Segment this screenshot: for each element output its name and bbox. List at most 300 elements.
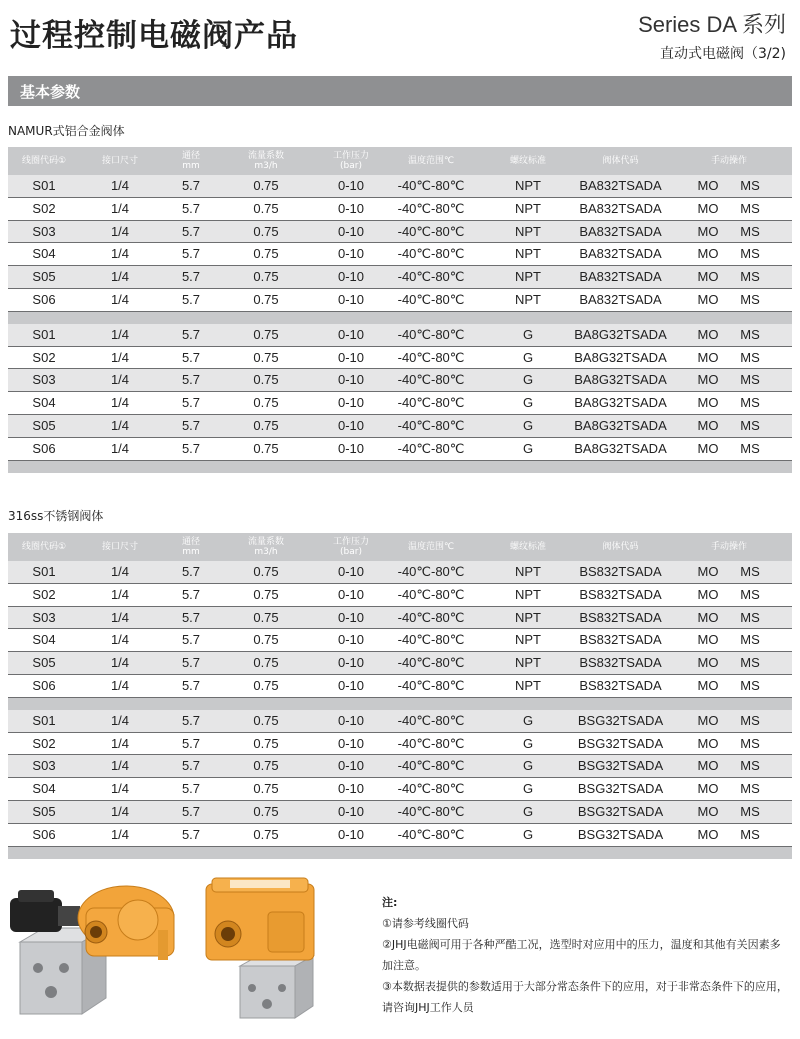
table-row: [8, 584, 792, 607]
header-label: 阀体代码: [602, 542, 639, 552]
cell-orifice: 5.7: [181, 758, 201, 774]
header-label: 流量系数: [247, 537, 284, 547]
cell-manual-op-mo: MO: [697, 758, 719, 774]
cell-temperature: -40℃-80℃: [397, 826, 465, 842]
cell-orifice: 5.7: [181, 712, 201, 728]
table-row: [8, 266, 792, 289]
cell-coil-code: S05: [32, 417, 56, 433]
cell-port-size: 1/4: [110, 781, 130, 797]
cell-port-size: 1/4: [110, 223, 130, 239]
cell-coil-code: S04: [32, 246, 56, 262]
cell-orifice: 5.7: [181, 735, 201, 751]
cell-coil-code: S01: [32, 564, 56, 579]
table-header: [8, 533, 792, 561]
cell-orifice: 5.7: [181, 372, 201, 388]
header-unit: (bar): [340, 161, 362, 171]
cell-temperature: -40℃-80℃: [397, 326, 465, 342]
header-label: 通径: [181, 537, 200, 547]
cell-coil-code: S03: [32, 372, 56, 388]
header-flow-coefficient: [236, 533, 296, 561]
header-label: 流量系数: [247, 151, 284, 161]
cell-coil-code: S04: [32, 632, 56, 648]
header-label: 接口尺寸: [101, 156, 138, 166]
cell-body-code: BSG32TSADA: [577, 803, 664, 819]
cell-temperature: -40℃-80℃: [397, 349, 465, 365]
cell-pressure: 0-10: [337, 758, 365, 774]
cell-manual-op-ms: MS: [740, 781, 760, 797]
cell-flow-coefficient: 0.75: [253, 291, 279, 307]
cell-coil-code: S06: [32, 291, 56, 307]
table-row: [8, 629, 792, 652]
table-title-aluminum: NAMUR式铝合金阀体: [8, 124, 125, 138]
cell-thread-standard: G: [522, 349, 534, 365]
cell-thread-standard: G: [522, 440, 534, 456]
cell-pressure: 0-10: [337, 440, 365, 456]
cell-coil-code: S03: [32, 758, 56, 774]
header-label: 工作压力: [332, 537, 369, 547]
cell-port-size: 1/4: [110, 803, 130, 819]
table-row: [8, 438, 792, 461]
cell-coil-code: S05: [32, 655, 56, 671]
cell-temperature: -40℃-80℃: [397, 178, 465, 193]
table-row: [8, 243, 792, 266]
cell-port-size: 1/4: [110, 712, 130, 728]
cell-orifice: 5.7: [181, 677, 201, 693]
cell-pressure: 0-10: [337, 712, 365, 728]
cell-orifice: 5.7: [181, 586, 201, 602]
cell-flow-coefficient: 0.75: [253, 803, 279, 819]
cell-body-code: BA832TSADA: [579, 178, 662, 193]
cell-flow-coefficient: 0.75: [253, 372, 279, 388]
cell-manual-op-mo: MO: [697, 586, 719, 602]
cell-flow-coefficient: 0.75: [253, 269, 279, 285]
cell-flow-coefficient: 0.75: [253, 758, 279, 774]
cell-manual-op-mo: MO: [697, 246, 719, 262]
series-block: [638, 8, 786, 63]
cell-manual-op-mo: MO: [697, 223, 719, 239]
cell-port-size: 1/4: [110, 200, 130, 216]
cell-manual-op-ms: MS: [740, 677, 760, 693]
cell-thread-standard: NPT: [515, 178, 541, 193]
cell-temperature: -40℃-80℃: [397, 803, 465, 819]
cell-manual-op-mo: MO: [697, 440, 719, 456]
cell-body-code: BA832TSADA: [579, 223, 662, 239]
cell-manual-op-mo: MO: [697, 349, 719, 365]
cell-thread-standard: NPT: [515, 677, 541, 693]
cell-pressure: 0-10: [337, 291, 365, 307]
cell-manual-op-mo: MO: [697, 655, 719, 671]
table-row: [8, 652, 792, 675]
cell-pressure: 0-10: [337, 223, 365, 239]
cell-flow-coefficient: 0.75: [253, 349, 279, 365]
cell-port-size: 1/4: [110, 677, 130, 693]
cell-body-code: BS832TSADA: [579, 632, 662, 648]
cell-port-size: 1/4: [110, 826, 130, 842]
cell-coil-code: S05: [32, 803, 56, 819]
cell-port-size: 1/4: [110, 735, 130, 751]
cell-pressure: 0-10: [337, 349, 365, 365]
cell-port-size: 1/4: [110, 564, 130, 579]
cell-pressure: 0-10: [337, 609, 365, 625]
group-separator: [8, 698, 792, 710]
cell-temperature: -40℃-80℃: [397, 586, 465, 602]
header-orifice: [166, 533, 216, 561]
cell-thread-standard: NPT: [515, 223, 541, 239]
cell-body-code: BS832TSADA: [579, 609, 662, 625]
cell-temperature: -40℃-80℃: [397, 372, 465, 388]
cell-pressure: 0-10: [337, 326, 365, 342]
cell-manual-op-mo: MO: [697, 291, 719, 307]
cell-manual-op-mo: MO: [697, 803, 719, 819]
header-unit: (bar): [340, 547, 362, 557]
header-manual-op-mo: [688, 147, 770, 175]
header-thread-standard: [493, 533, 563, 561]
cell-manual-op-ms: MS: [740, 246, 760, 262]
cell-manual-op-mo: MO: [697, 269, 719, 285]
cell-thread-standard: G: [522, 735, 534, 751]
cell-orifice: 5.7: [181, 395, 201, 411]
header-pressure: [316, 533, 386, 561]
table-row: [8, 369, 792, 392]
table-row: [8, 324, 792, 347]
cell-manual-op-ms: MS: [740, 178, 760, 193]
cell-manual-op-ms: MS: [740, 564, 760, 579]
cell-flow-coefficient: 0.75: [253, 712, 279, 728]
cell-port-size: 1/4: [110, 269, 130, 285]
cell-manual-op-mo: MO: [697, 712, 719, 728]
header-label: 手动操作: [710, 156, 747, 166]
cell-pressure: 0-10: [337, 826, 365, 842]
cell-body-code: BS832TSADA: [579, 655, 662, 671]
cell-coil-code: S01: [32, 712, 56, 728]
cell-body-code: BS832TSADA: [579, 586, 662, 602]
cell-orifice: 5.7: [181, 417, 201, 433]
cell-flow-coefficient: 0.75: [253, 417, 279, 433]
table-row: [8, 778, 792, 801]
cell-thread-standard: G: [522, 758, 534, 774]
header-orifice: [166, 147, 216, 175]
header-temperature: [396, 533, 466, 561]
cell-temperature: -40℃-80℃: [397, 735, 465, 751]
cell-body-code: BSG32TSADA: [577, 712, 664, 728]
cell-pressure: 0-10: [337, 677, 365, 693]
cell-body-code: BA8G32TSADA: [574, 395, 667, 411]
cell-manual-op-mo: MO: [697, 735, 719, 751]
valve-photo-left: [8, 880, 188, 1025]
cell-manual-op-ms: MS: [740, 826, 760, 842]
cell-manual-op-ms: MS: [740, 440, 760, 456]
cell-flow-coefficient: 0.75: [253, 200, 279, 216]
cell-manual-op-mo: MO: [697, 826, 719, 842]
cell-port-size: 1/4: [110, 395, 130, 411]
cell-body-code: BA832TSADA: [579, 291, 662, 307]
cell-pressure: 0-10: [337, 178, 365, 193]
cell-thread-standard: NPT: [515, 564, 541, 579]
cell-orifice: 5.7: [181, 440, 201, 456]
cell-pressure: 0-10: [337, 395, 365, 411]
header-coil-code: [8, 147, 80, 175]
cell-manual-op-mo: MO: [697, 609, 719, 625]
cell-manual-op-mo: MO: [697, 632, 719, 648]
cell-temperature: -40℃-80℃: [397, 417, 465, 433]
cell-flow-coefficient: 0.75: [253, 223, 279, 239]
cell-flow-coefficient: 0.75: [253, 395, 279, 411]
cell-body-code: BA8G32TSADA: [574, 326, 667, 342]
header-label: 温度范围℃: [407, 156, 455, 166]
cell-manual-op-mo: MO: [697, 178, 719, 193]
notes: [382, 892, 790, 1018]
cell-orifice: 5.7: [181, 291, 201, 307]
cell-manual-op-ms: MS: [740, 758, 760, 774]
cell-pressure: 0-10: [337, 803, 365, 819]
cell-thread-standard: G: [522, 781, 534, 797]
cell-manual-op-ms: MS: [740, 735, 760, 751]
table-row: [8, 710, 792, 733]
cell-manual-op-mo: MO: [697, 677, 719, 693]
cell-coil-code: S06: [32, 440, 56, 456]
cell-orifice: 5.7: [181, 781, 201, 797]
group-separator: [8, 461, 792, 473]
cell-thread-standard: NPT: [515, 291, 541, 307]
header-thread-standard: [493, 147, 563, 175]
cell-port-size: 1/4: [110, 178, 130, 193]
cell-body-code: BSG32TSADA: [577, 826, 664, 842]
cell-body-code: BA8G32TSADA: [574, 372, 667, 388]
cell-temperature: -40℃-80℃: [397, 564, 465, 579]
table-row: [8, 607, 792, 630]
cell-orifice: 5.7: [181, 269, 201, 285]
header-label: 螺纹标准: [509, 156, 546, 166]
cell-orifice: 5.7: [181, 564, 201, 579]
cell-coil-code: S02: [32, 349, 56, 365]
cell-temperature: -40℃-80℃: [397, 677, 465, 693]
header-pressure: [316, 147, 386, 175]
cell-pressure: 0-10: [337, 417, 365, 433]
cell-temperature: -40℃-80℃: [397, 781, 465, 797]
cell-body-code: BA8G32TSADA: [574, 349, 667, 365]
header-unit: mm: [182, 161, 200, 171]
cell-thread-standard: NPT: [515, 609, 541, 625]
cell-orifice: 5.7: [181, 223, 201, 239]
cell-thread-standard: NPT: [515, 269, 541, 285]
cell-flow-coefficient: 0.75: [253, 781, 279, 797]
cell-pressure: 0-10: [337, 564, 365, 579]
note-item: ①请参考线圈代码: [382, 917, 469, 930]
valve-photo-right: [200, 876, 330, 1026]
header-label: 手动操作: [710, 542, 747, 552]
cell-manual-op-ms: MS: [740, 269, 760, 285]
cell-coil-code: S06: [32, 677, 56, 693]
cell-port-size: 1/4: [110, 632, 130, 648]
cell-coil-code: S02: [32, 586, 56, 602]
cell-temperature: -40℃-80℃: [397, 269, 465, 285]
cell-coil-code: S05: [32, 269, 56, 285]
cell-flow-coefficient: 0.75: [253, 735, 279, 751]
cell-manual-op-mo: MO: [697, 417, 719, 433]
cell-manual-op-ms: MS: [740, 395, 760, 411]
cell-pressure: 0-10: [337, 200, 365, 216]
table-row: [8, 561, 792, 584]
cell-port-size: 1/4: [110, 326, 130, 342]
cell-manual-op-ms: MS: [740, 586, 760, 602]
cell-body-code: BA8G32TSADA: [574, 417, 667, 433]
group-separator: [8, 847, 792, 859]
cell-body-code: BA8G32TSADA: [574, 440, 667, 456]
cell-flow-coefficient: 0.75: [253, 178, 279, 193]
spec-table-stainless: [8, 533, 792, 859]
header-label: 温度范围℃: [407, 542, 455, 552]
cell-pressure: 0-10: [337, 781, 365, 797]
cell-pressure: 0-10: [337, 246, 365, 262]
cell-body-code: BSG32TSADA: [577, 758, 664, 774]
cell-body-code: BS832TSADA: [579, 677, 662, 693]
cell-thread-standard: NPT: [515, 200, 541, 216]
cell-flow-coefficient: 0.75: [253, 326, 279, 342]
cell-coil-code: S04: [32, 781, 56, 797]
section-bar: 基本参数: [8, 76, 792, 106]
spec-table-aluminum: [8, 147, 792, 473]
cell-thread-standard: G: [522, 326, 534, 342]
cell-thread-standard: G: [522, 826, 534, 842]
cell-orifice: 5.7: [181, 609, 201, 625]
table-row: [8, 175, 792, 198]
cell-flow-coefficient: 0.75: [253, 586, 279, 602]
header-label: 螺纹标准: [509, 542, 546, 552]
cell-temperature: -40℃-80℃: [397, 395, 465, 411]
cell-pressure: 0-10: [337, 735, 365, 751]
table-row: [8, 347, 792, 370]
cell-temperature: -40℃-80℃: [397, 223, 465, 239]
cell-port-size: 1/4: [110, 609, 130, 625]
cell-orifice: 5.7: [181, 178, 201, 193]
cell-manual-op-ms: MS: [740, 712, 760, 728]
cell-flow-coefficient: 0.75: [253, 246, 279, 262]
cell-flow-coefficient: 0.75: [253, 564, 279, 579]
cell-coil-code: S03: [32, 609, 56, 625]
header-label: 接口尺寸: [101, 542, 138, 552]
table-header: [8, 147, 792, 175]
cell-manual-op-ms: MS: [740, 803, 760, 819]
cell-port-size: 1/4: [110, 440, 130, 456]
header-port-size: [90, 533, 150, 561]
table-row: [8, 733, 792, 756]
series-name: Series DA 系列: [638, 12, 786, 37]
cell-thread-standard: NPT: [515, 246, 541, 262]
cell-thread-standard: G: [522, 372, 534, 388]
cell-flow-coefficient: 0.75: [253, 609, 279, 625]
cell-port-size: 1/4: [110, 586, 130, 602]
cell-temperature: -40℃-80℃: [397, 200, 465, 216]
cell-temperature: -40℃-80℃: [397, 246, 465, 262]
cell-flow-coefficient: 0.75: [253, 440, 279, 456]
cell-port-size: 1/4: [110, 246, 130, 262]
cell-body-code: BS832TSADA: [579, 564, 662, 579]
table-row: [8, 415, 792, 438]
cell-temperature: -40℃-80℃: [397, 655, 465, 671]
cell-manual-op-ms: MS: [740, 609, 760, 625]
cell-manual-op-ms: MS: [740, 291, 760, 307]
cell-orifice: 5.7: [181, 246, 201, 262]
cell-manual-op-mo: MO: [697, 326, 719, 342]
header-body-code: [568, 533, 673, 561]
cell-flow-coefficient: 0.75: [253, 677, 279, 693]
cell-thread-standard: G: [522, 395, 534, 411]
cell-thread-standard: NPT: [515, 655, 541, 671]
cell-orifice: 5.7: [181, 326, 201, 342]
cell-pressure: 0-10: [337, 586, 365, 602]
cell-body-code: BA832TSADA: [579, 269, 662, 285]
cell-pressure: 0-10: [337, 269, 365, 285]
header-coil-code: [8, 533, 80, 561]
cell-coil-code: S02: [32, 200, 56, 216]
table-row: [8, 221, 792, 244]
header-label: 阀体代码: [602, 156, 639, 166]
header-label: 线圈代码①: [21, 542, 67, 552]
table-row: [8, 755, 792, 778]
cell-thread-standard: G: [522, 712, 534, 728]
header-flow-coefficient: [236, 147, 296, 175]
cell-manual-op-ms: MS: [740, 372, 760, 388]
page-title: 过程控制电磁阀产品: [10, 18, 298, 54]
cell-orifice: 5.7: [181, 200, 201, 216]
cell-orifice: 5.7: [181, 632, 201, 648]
header-unit: m3/h: [254, 161, 278, 171]
cell-temperature: -40℃-80℃: [397, 440, 465, 456]
cell-coil-code: S03: [32, 223, 56, 239]
cell-coil-code: S02: [32, 735, 56, 751]
header-label: 线圈代码①: [21, 156, 67, 166]
cell-body-code: BSG32TSADA: [577, 781, 664, 797]
cell-temperature: -40℃-80℃: [397, 632, 465, 648]
header-unit: m3/h: [254, 547, 278, 557]
header-label: 通径: [181, 151, 200, 161]
cell-port-size: 1/4: [110, 758, 130, 774]
cell-manual-op-ms: MS: [740, 223, 760, 239]
cell-port-size: 1/4: [110, 655, 130, 671]
notes-title: 注:: [382, 896, 398, 909]
cell-body-code: BA832TSADA: [579, 200, 662, 216]
cell-coil-code: S01: [32, 326, 56, 342]
cell-flow-coefficient: 0.75: [253, 826, 279, 842]
table-row: [8, 675, 792, 698]
cell-pressure: 0-10: [337, 632, 365, 648]
cell-pressure: 0-10: [337, 655, 365, 671]
cell-orifice: 5.7: [181, 655, 201, 671]
header-manual-op-mo: [688, 533, 770, 561]
header-temperature: [396, 147, 466, 175]
cell-manual-op-mo: MO: [697, 372, 719, 388]
cell-body-code: BSG32TSADA: [577, 735, 664, 751]
cell-coil-code: S06: [32, 826, 56, 842]
cell-coil-code: S01: [32, 178, 56, 193]
table-row: [8, 824, 792, 847]
cell-manual-op-mo: MO: [697, 781, 719, 797]
cell-manual-op-mo: MO: [697, 200, 719, 216]
cell-manual-op-ms: MS: [740, 417, 760, 433]
cell-manual-op-ms: MS: [740, 200, 760, 216]
cell-thread-standard: G: [522, 417, 534, 433]
cell-temperature: -40℃-80℃: [397, 291, 465, 307]
cell-port-size: 1/4: [110, 417, 130, 433]
cell-manual-op-ms: MS: [740, 655, 760, 671]
header-port-size: [90, 147, 150, 175]
cell-body-code: BA832TSADA: [579, 246, 662, 262]
header-unit: mm: [182, 547, 200, 557]
note-item: ②JHJ电磁阀可用于各种严酷工况，选型时对应用中的压力，温度和其他有关因素多加注意。: [382, 938, 781, 972]
table-row: [8, 289, 792, 312]
header-label: 工作压力: [332, 151, 369, 161]
cell-temperature: -40℃-80℃: [397, 609, 465, 625]
